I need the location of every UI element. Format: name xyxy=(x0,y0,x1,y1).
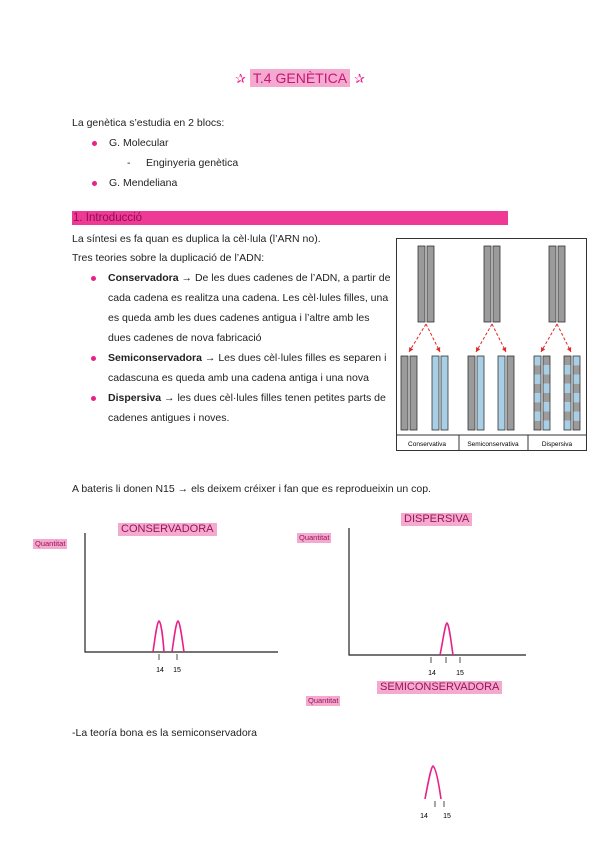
graph-axes xyxy=(349,528,526,655)
peak-hybrid xyxy=(425,766,441,799)
label-semiconservativa: Semiconservativa xyxy=(467,441,519,448)
star-left-icon: ✰ xyxy=(235,71,247,86)
section-heading-text: 1. Introducció xyxy=(73,212,143,224)
dna-strand-old xyxy=(493,246,500,322)
list-item xyxy=(72,388,392,428)
tick-label-14: 14 xyxy=(156,667,164,674)
dna-strand-old xyxy=(484,246,491,322)
tick-label-15: 15 xyxy=(443,813,451,820)
tick-label-14: 14 xyxy=(428,670,436,677)
dna-strand-mixed-segment xyxy=(534,393,541,402)
list-item-label: G. Mendeliana xyxy=(109,177,178,189)
dna-replication-figure xyxy=(396,238,587,451)
theory-desc: les dues cèl·lules filles tenen petites parts de cadenes antigues i noves. xyxy=(108,392,386,424)
graph-semiconservadora xyxy=(410,755,470,825)
para-sintesi: La síntesi es fa quan es duplica la cèl·lula (l’ARN no). xyxy=(72,233,321,245)
dna-strand-old xyxy=(401,356,408,430)
dna-strand-old xyxy=(468,356,475,430)
dna-strand-mixed-segment xyxy=(573,365,580,374)
para-teories: Tres teories sobre la duplicació de l’ADN: xyxy=(72,252,265,264)
dna-strand-old xyxy=(558,246,565,322)
conclusion-text: -La teoría bona es la semiconservadora xyxy=(72,727,258,739)
list-item-label: G. Molecular xyxy=(109,137,169,149)
graph-dispersiva xyxy=(340,525,530,680)
list-item xyxy=(72,268,392,348)
theories-list xyxy=(72,268,392,428)
peak-14 xyxy=(153,621,164,652)
graph-title-conservadora: CONSERVADORA xyxy=(118,523,217,536)
ylabel-dispersiva: Quantitat xyxy=(299,533,330,542)
list-item xyxy=(72,153,238,173)
dna-strand-mixed-segment xyxy=(534,384,541,393)
dna-strand-old xyxy=(507,356,514,430)
bacteria-text: A bateris li donen N15 → els deixem créixer i fan que es reprodueixin un cop. xyxy=(72,483,431,495)
dash-marker: - xyxy=(127,157,131,169)
dna-strand-mixed-segment xyxy=(543,402,550,411)
ylabel-semiconservadora: Quantitat xyxy=(308,696,339,705)
peak-15 xyxy=(172,621,184,652)
label-conservativa: Conservativa xyxy=(408,441,446,448)
star-right-icon: ✰ xyxy=(353,71,365,86)
dna-strand-mixed-segment xyxy=(573,421,580,430)
arrow-icon: → xyxy=(178,272,195,284)
peak-mid xyxy=(440,623,453,655)
dna-strand-mixed-segment xyxy=(564,365,571,374)
dna-strand-mixed-segment xyxy=(543,421,550,430)
tick-label-15: 15 xyxy=(173,667,181,674)
dna-strand-old xyxy=(410,356,417,430)
intro-text: La genètica s’estudia en 2 blocs: xyxy=(72,117,225,129)
dna-strand-mixed-segment xyxy=(564,393,571,402)
dna-strand-new xyxy=(432,356,439,430)
dna-strand-mixed-segment xyxy=(543,375,550,384)
dna-strand-mixed-segment xyxy=(543,384,550,393)
dna-strand-mixed-segment xyxy=(534,412,541,421)
theory-name: Conservadora xyxy=(108,272,179,284)
list-item xyxy=(72,173,238,193)
dna-strand-old xyxy=(418,246,425,322)
dna-strand-mixed-segment xyxy=(564,402,571,411)
dna-strand-mixed-segment xyxy=(564,375,571,384)
theory-desc: De les dues cadenes de l’ADN, a partir de cada cadena es realitza una cadena. Les cèl·lules filles, una es queda amb les dues cadenes antigua i l’altre amb les dues cadenes de nova fabricació xyxy=(108,272,391,344)
dna-strand-mixed-segment xyxy=(534,356,541,365)
dna-strand-mixed-segment xyxy=(543,412,550,421)
dna-strand-old xyxy=(427,246,434,322)
dna-strand-mixed-segment xyxy=(573,375,580,384)
dna-strand-old xyxy=(549,246,556,322)
dna-strand-mixed-segment xyxy=(543,393,550,402)
arrow-icon: → xyxy=(161,392,178,404)
dna-strand-mixed-segment xyxy=(573,393,580,402)
blocs-list xyxy=(72,133,238,193)
theory-desc: Les dues cèl·lules filles es separen i cadascuna es queda amb una cadena antiga i una nova xyxy=(108,352,387,384)
dna-strand-mixed-segment xyxy=(573,402,580,411)
theory-name: Dispersiva xyxy=(108,392,162,404)
dna-strand-mixed-segment xyxy=(564,356,571,365)
theory-name: Semiconservadora xyxy=(108,352,202,364)
section-heading xyxy=(72,211,508,225)
dna-strand-mixed-segment xyxy=(573,356,580,365)
dna-strand-new xyxy=(441,356,448,430)
ylabel-conservadora: Quantitat xyxy=(35,539,66,548)
dna-strand-mixed-segment xyxy=(534,375,541,384)
page-title xyxy=(0,70,600,87)
dna-strand-mixed-segment xyxy=(564,421,571,430)
dna-strand-mixed-segment xyxy=(543,356,550,365)
graph-conservadora xyxy=(60,530,280,680)
label-dispersiva: Dispersiva xyxy=(541,441,573,448)
dna-strand-new xyxy=(498,356,505,430)
dna-strand-mixed-segment xyxy=(564,384,571,393)
dna-strand-mixed-segment xyxy=(534,365,541,374)
dna-strand-mixed-segment xyxy=(573,412,580,421)
dna-strand-mixed-segment xyxy=(573,384,580,393)
dna-strand-mixed-segment xyxy=(534,402,541,411)
dna-strand-mixed-segment xyxy=(534,421,541,430)
list-item xyxy=(72,133,238,153)
tick-label-15: 15 xyxy=(456,670,464,677)
graph-title-dispersiva: DISPERSIVA xyxy=(401,513,472,526)
arrow-icon: → xyxy=(201,352,219,364)
dna-strand-mixed-segment xyxy=(564,412,571,421)
dna-strand-mixed-segment xyxy=(543,365,550,374)
title-text: T.4 GENÈTICA xyxy=(250,69,350,87)
graph-title-semiconservadora: SEMICONSERVADORA xyxy=(377,681,502,694)
list-item xyxy=(72,348,392,388)
list-item-label: Enginyeria genètica xyxy=(146,157,239,169)
dna-strand-new xyxy=(477,356,484,430)
tick-label-14: 14 xyxy=(420,813,428,820)
